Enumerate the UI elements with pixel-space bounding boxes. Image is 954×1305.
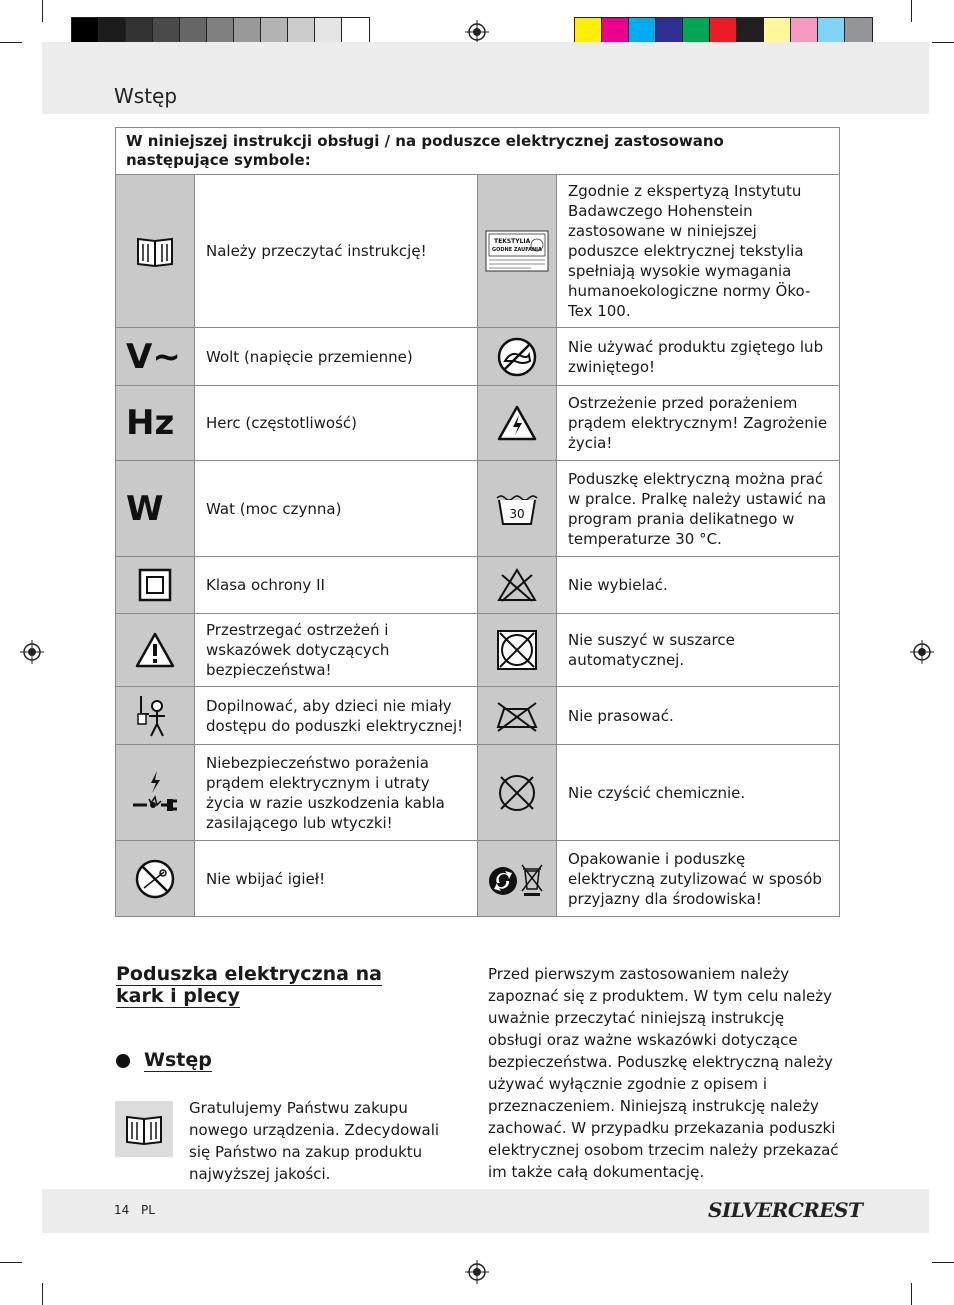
symbol-description: Niebezpieczeństwo porażenia prądem elektrycznym i utraty życia w razie uszkodzenia kabla zasilającego lub wtyczki! xyxy=(195,745,478,841)
table-heading: W niniejszej instrukcji obsługi / na poduszce elektrycznej zastosowano następujące symbole: xyxy=(116,128,840,175)
class-ii-icon xyxy=(138,568,172,602)
color-swatch xyxy=(315,18,342,45)
crop-mark xyxy=(911,1283,912,1305)
right-paragraph: Przed pierwszym zastosowaniem należy zapoznać się z produktem. W tym celu należy uważnie przeczytać niniejszą instrukcję obsługi oraz ważne wskazówki dotyczące bezpieczeństwa. Poduszkę elektryczną należy używać wyłącznie zgodnie z opisem i przeznaczeniem. Niniejszą instrukcję należy zachować. W przypadku przekazania poduszki elektrycznej osobom trzecim należy przekazać im także całą dokumentację. xyxy=(488,965,839,1181)
color-swatch xyxy=(234,18,261,45)
table-row xyxy=(116,745,840,841)
page-number: 14 xyxy=(114,1203,130,1217)
no-iron-icon xyxy=(494,699,540,733)
no-bleach-icon xyxy=(496,567,538,603)
symbol-description: Zgodnie z ekspertyzą Instytutu Badawczego Hohenstein zastosowane w niniejszej poduszce elektrycznej tekstylia spełniają wysokie wymagania humanoekologiczne normy Öko-Tex 100. xyxy=(557,175,840,328)
symbol-description: Nie czyścić chemicznie. xyxy=(557,745,840,841)
table-row xyxy=(116,841,840,917)
oeko-label-line-2: GODNE ZAUFANIA xyxy=(492,247,542,253)
registration-mark-icon xyxy=(910,640,934,664)
table-row xyxy=(116,328,840,386)
no-tumble-dry-icon xyxy=(496,629,538,671)
symbol-description: Wat (moc czynna) xyxy=(195,461,478,557)
hertz-symbol: Hz xyxy=(126,403,175,443)
crop-mark xyxy=(0,42,22,43)
symbols-table xyxy=(115,127,840,917)
crop-mark xyxy=(0,1262,22,1263)
color-swatch xyxy=(207,18,234,45)
oeko-label-line-1: TEKSTYLIA xyxy=(494,238,531,245)
oeko-tex-label-icon xyxy=(485,230,549,272)
symbol-description: Nie wbijać igieł! xyxy=(195,841,478,917)
page-title: Wstęp xyxy=(114,84,178,108)
color-swatch xyxy=(153,18,180,45)
crop-mark xyxy=(932,1262,954,1263)
brand-part-1: SILVER xyxy=(708,1198,788,1222)
table-row xyxy=(116,461,840,557)
brand-part-2: CREST xyxy=(787,1198,863,1222)
crop-mark xyxy=(42,1283,43,1305)
registration-mark-icon xyxy=(465,20,489,44)
table-row xyxy=(116,386,840,461)
color-swatch xyxy=(683,18,710,45)
symbol-description: Należy przeczytać instrukcję! xyxy=(195,175,478,328)
color-swatch xyxy=(288,18,315,45)
book-icon xyxy=(135,234,175,268)
table-row xyxy=(116,557,840,614)
volt-ac-symbol: V~ xyxy=(126,336,181,377)
brand-logo xyxy=(708,1198,862,1222)
symbol-description: Ostrzeżenie przed porażeniem prądem elektrycznym! Zagrożenie życia! xyxy=(557,386,840,461)
symbol-description: Nie prasować. xyxy=(557,687,840,745)
color-swatch xyxy=(342,18,369,45)
bullet-icon xyxy=(116,1054,130,1068)
table-row xyxy=(116,175,840,328)
color-swatch xyxy=(737,18,764,45)
no-needles-icon xyxy=(134,858,176,900)
symbol-description: Opakowanie i poduszkę elektryczną zutylizować w sposób przyjazny dla środowiska! xyxy=(557,841,840,917)
registration-mark-icon xyxy=(20,640,44,664)
color-swatch xyxy=(656,18,683,45)
section-title-text: Poduszka elektryczna na kark i plecy xyxy=(116,963,382,1007)
color-swatch xyxy=(126,18,153,45)
no-dry-clean-icon xyxy=(496,772,538,814)
color-swatch xyxy=(72,18,99,45)
symbol-description: Przestrzegać ostrzeżeń i wskazówek dotyczących bezpieczeństwa! xyxy=(195,614,478,687)
symbol-description: Nie wybielać. xyxy=(557,557,840,614)
wash-30-icon xyxy=(495,492,539,526)
color-swatch xyxy=(764,18,791,45)
symbol-description: Klasa ochrony II xyxy=(195,557,478,614)
symbol-description: Wolt (napięcie przemienne) xyxy=(195,328,478,386)
color-swatch xyxy=(845,18,872,45)
table-row xyxy=(116,687,840,745)
symbol-description: Dopilnować, aby dzieci nie miały dostępu do poduszki elektrycznej! xyxy=(195,687,478,745)
color-swatch xyxy=(99,18,126,45)
section-title xyxy=(116,963,386,1007)
symbol-description: Herc (częstotliwość) xyxy=(195,386,478,461)
intro-paragraph: Gratulujemy Państwu zakupu nowego urządzenia. Zdecydowali się Państwo na zakup produktu najwyższej jakości. xyxy=(189,1099,440,1183)
wash-temperature: 30 xyxy=(509,506,525,521)
book-icon xyxy=(124,1112,164,1146)
electric-warning-icon xyxy=(497,405,537,441)
table-row xyxy=(116,614,840,687)
color-swatch xyxy=(180,18,207,45)
color-swatch xyxy=(629,18,656,45)
color-swatch xyxy=(818,18,845,45)
child-safety-icon xyxy=(135,694,175,738)
color-swatch xyxy=(791,18,818,45)
warning-icon xyxy=(135,632,175,668)
symbol-description: Nie suszyć w suszarce automatycznej. xyxy=(557,614,840,687)
no-folding-icon xyxy=(497,337,537,377)
book-icon-box xyxy=(115,1101,173,1157)
color-swatch xyxy=(261,18,288,45)
damaged-cable-icon xyxy=(131,769,179,817)
registration-mark-icon xyxy=(465,1260,489,1284)
subsection-title: Wstęp xyxy=(144,1049,212,1071)
page-language: PL xyxy=(141,1203,155,1217)
color-swatch xyxy=(710,18,737,45)
symbol-description: Poduszkę elektryczną można prać w pralce. Pralkę należy ustawić na program prania delikatnego w temperaturze 30 °C. xyxy=(557,461,840,557)
crop-mark xyxy=(911,0,912,22)
crop-mark xyxy=(932,42,954,43)
recycling-icon xyxy=(487,861,547,897)
color-swatch xyxy=(602,18,629,45)
symbol-description: Nie używać produktu zgiętego lub zwiniętego! xyxy=(557,328,840,386)
crop-mark xyxy=(42,0,43,22)
subsection-heading xyxy=(116,1049,212,1072)
color-swatch xyxy=(575,18,602,45)
watt-symbol: W xyxy=(126,488,164,529)
